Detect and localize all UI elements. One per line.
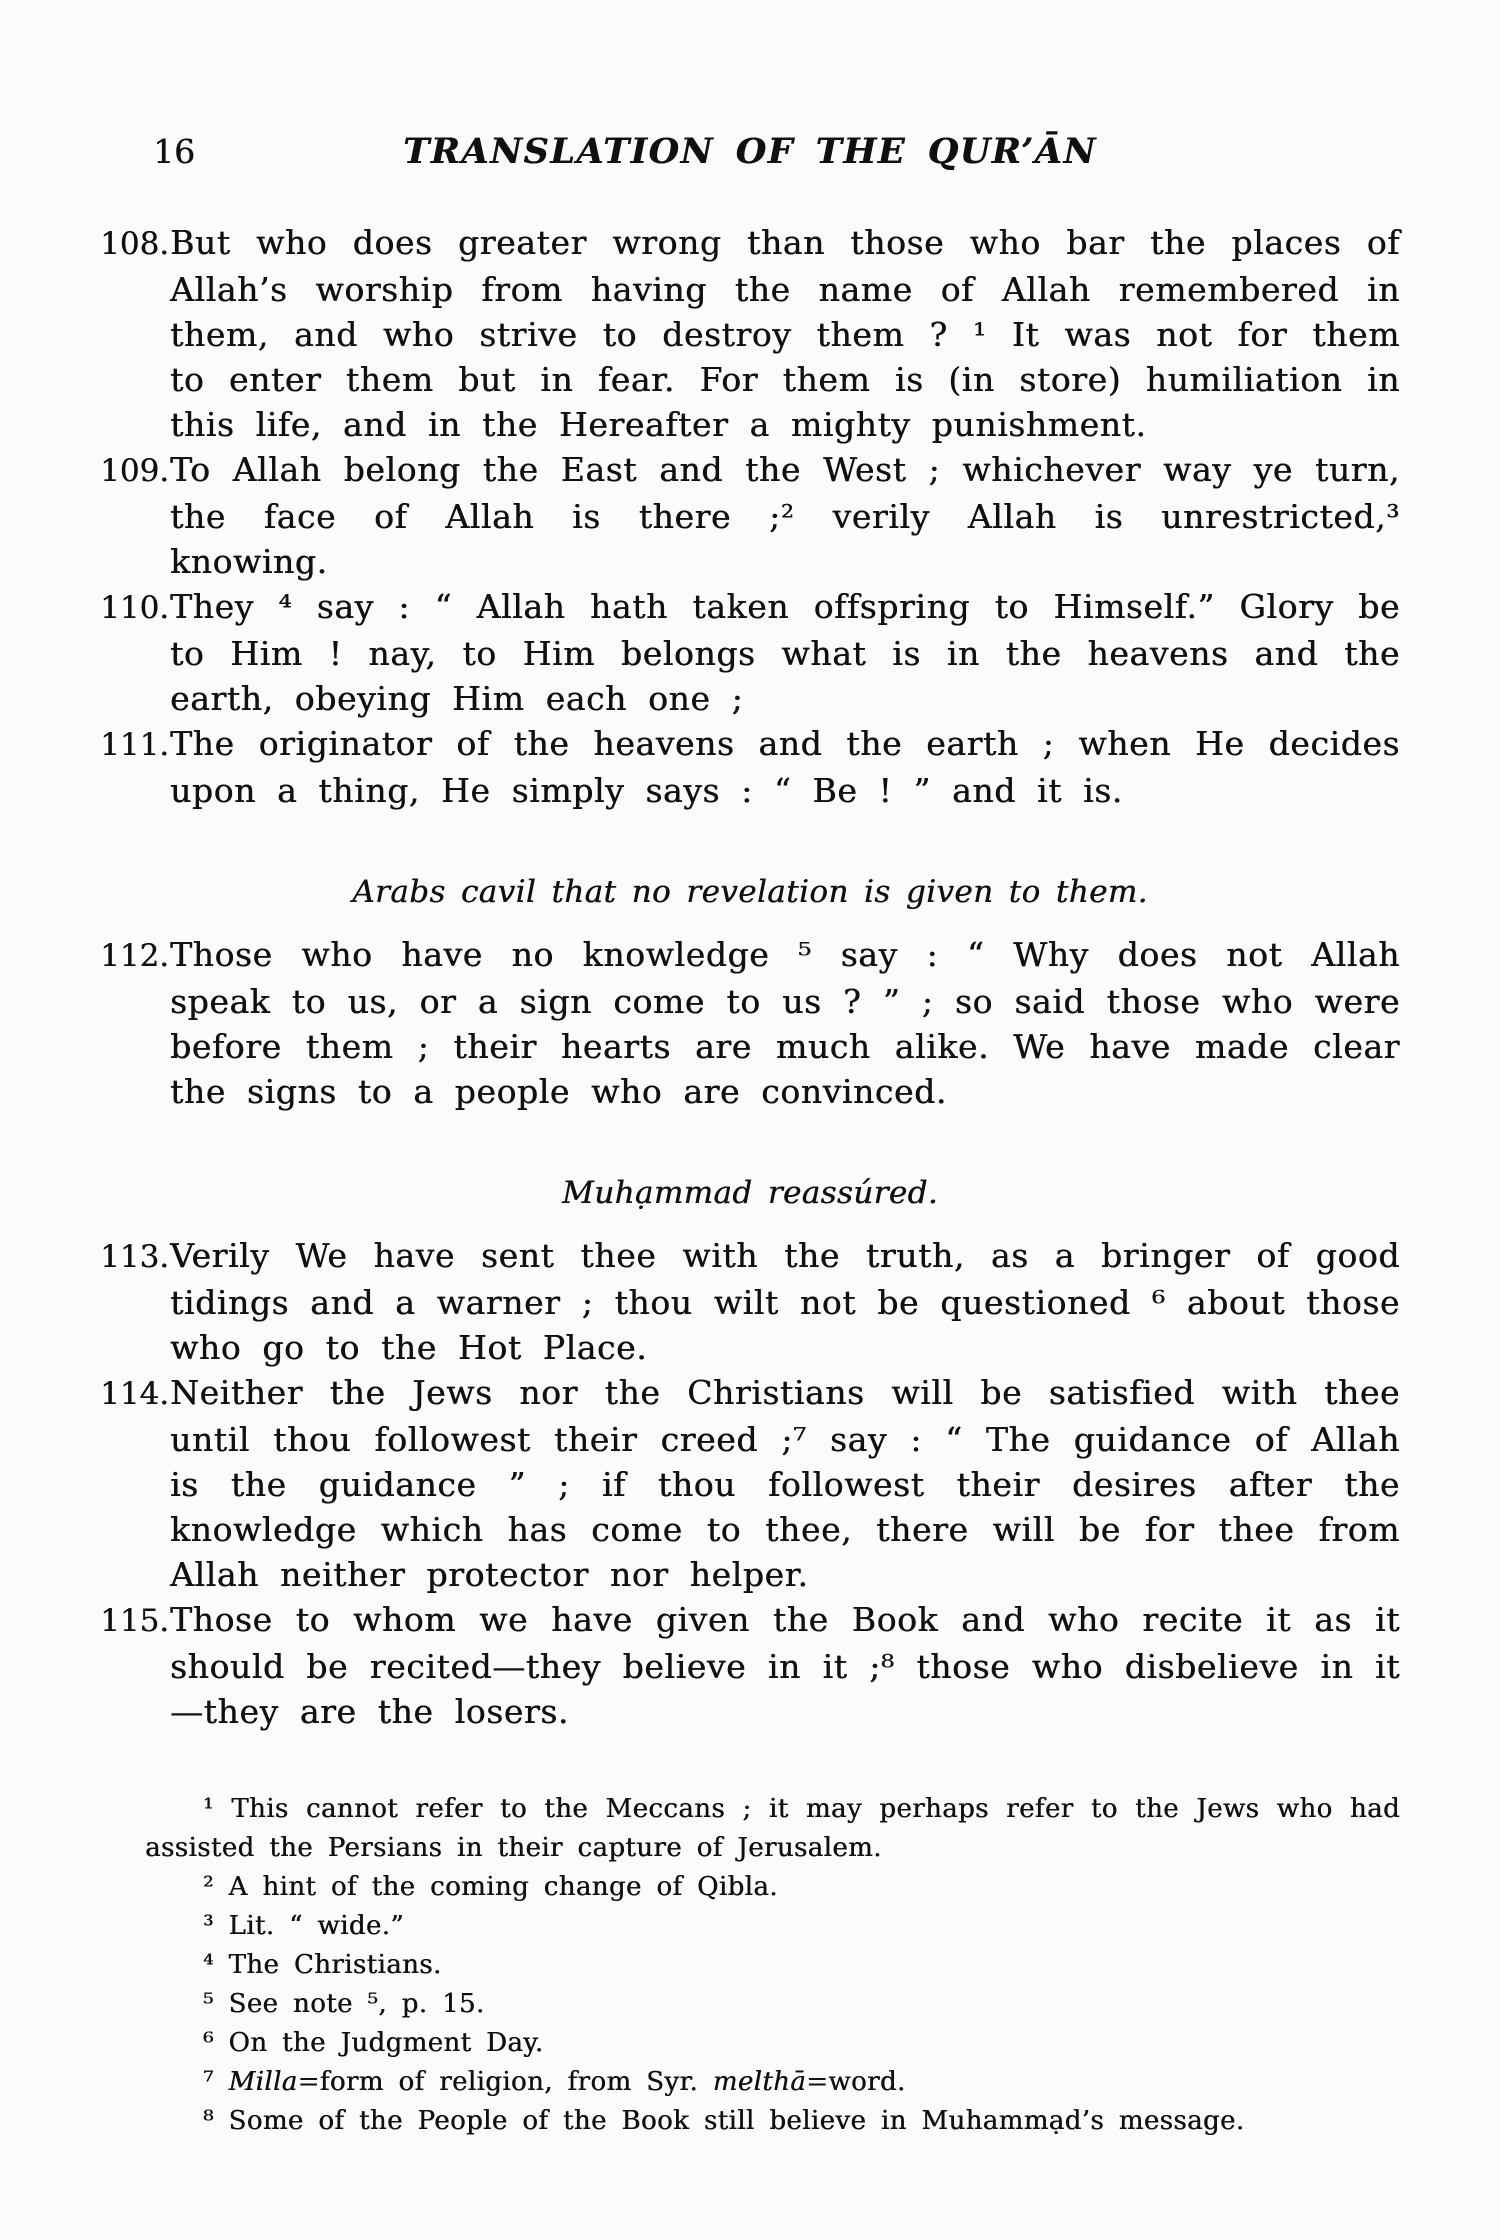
verse-text: Those to whom we have given the Book and who recite it as it should be recited—they believe in it ;⁸ those who disbelieve in it—they are the losers. — [170, 1600, 1400, 1731]
section-heading: Arabs cavil that no revelation is given to them. — [352, 874, 1148, 910]
verse-text: But who does greater wrong than those who bar the places of Allah’s worship from having the name of Allah remembered in them, and who strive to destroy them ? ¹ It was not for them to enter them but in fear. For them is (in store) humiliation in this life, and in the Hereafter a mighty punishment. — [170, 223, 1400, 444]
verse-text: Those who have no knowledge ⁵ say : “ Why does not Allah speak to us, or a sign come to us ? ” ; so said those who were before them ; their hearts are much alike. We have made clear the signs to a people who are convinced. — [170, 935, 1400, 1111]
footnote — [145, 1790, 1400, 1868]
verse-text: They ⁴ say : “ Allah hath taken offspring to Himself.” Glory be to Him ! nay, to Him belongs what is in the heavens and the earth, obeying Him each one ; — [170, 587, 1400, 718]
footnote-text: =form of religion, from Syr. — [297, 2067, 713, 2097]
footnote-italic-term: melthā — [712, 2067, 807, 2097]
page-header — [0, 0, 1500, 176]
verse-number: 108. — [100, 226, 170, 262]
page-number: 16 — [153, 132, 195, 171]
footnote — [145, 2024, 1400, 2063]
footnote-text: ¹ This cannot refer to the Meccans ; it may perhaps refer to the Jews who had assisted the Persians in their capture of Jerusalem. — [145, 1794, 1400, 1863]
verse-number: 111. — [100, 727, 170, 763]
verse-109 — [100, 447, 1400, 584]
verse-111 — [100, 721, 1400, 813]
verse-112 — [100, 932, 1400, 1114]
verses-section — [100, 220, 1400, 1734]
verse-113 — [100, 1233, 1400, 1370]
footnote — [145, 1946, 1400, 1985]
verse-text: Neither the Jews nor the Christians will be satisfied with thee until thou followest their creed ;⁷ say : “ The guidance of Allah is the guidance ” ; if thou followest their desires after the knowledge which has come to thee, there will be for thee from Allah neither protector nor helper. — [170, 1373, 1400, 1594]
footnotes-section — [145, 1790, 1400, 2141]
verse-number: 110. — [100, 590, 170, 626]
verse-text: To Allah belong the East and the West ; whichever way ye turn, the face of Allah is there ;² verily Allah is unrestricted,³ knowing. — [170, 450, 1400, 581]
footnote-text: ³ Lit. “ wide.” — [203, 1911, 404, 1941]
footnote-text: ⁴ The Christians. — [203, 1950, 442, 1980]
footnote — [145, 1868, 1400, 1907]
verse-text: Verily We have sent thee with the truth, as a bringer of good tidings and a warner ; thou wilt not be questioned ⁶ about those who go to the Hot Place. — [170, 1236, 1400, 1367]
verse-number: 113. — [100, 1239, 170, 1275]
footnote-italic-term: Milla — [228, 2067, 298, 2097]
footnote — [145, 2063, 1400, 2102]
verse-text: The originator of the heavens and the earth ; when He decides upon a thing, He simply says : “ Be ! ” and it is. — [170, 724, 1400, 810]
footnote — [145, 1907, 1400, 1946]
footnote — [145, 1985, 1400, 2024]
verse-number: 115. — [100, 1603, 170, 1639]
footnote-text: =word. — [806, 2067, 906, 2097]
footnote-text: ⁸ Some of the People of the Book still believe in Muhammạd’s message. — [203, 2106, 1245, 2136]
footnote — [145, 2102, 1400, 2141]
section-heading: Muhạmmad reassúred. — [561, 1175, 939, 1211]
running-head: TRANSLATION OF THE QUR’ĀN — [403, 131, 1097, 172]
verse-number: 109. — [100, 453, 170, 489]
footnote-text: ⁶ On the Judgment Day. — [203, 2028, 544, 2058]
verse-110 — [100, 584, 1400, 721]
verse-114 — [100, 1370, 1400, 1597]
footnote-text: ⁵ See note ⁵, p. 15. — [203, 1989, 485, 2019]
verse-115 — [100, 1597, 1400, 1734]
footnote-text: ⁷ — [203, 2067, 229, 2097]
verse-number: 114. — [100, 1376, 170, 1412]
footnote-text: ² A hint of the coming change of Qibla. — [203, 1872, 778, 1902]
verse-number: 112. — [100, 938, 170, 974]
verse-108 — [100, 220, 1400, 447]
